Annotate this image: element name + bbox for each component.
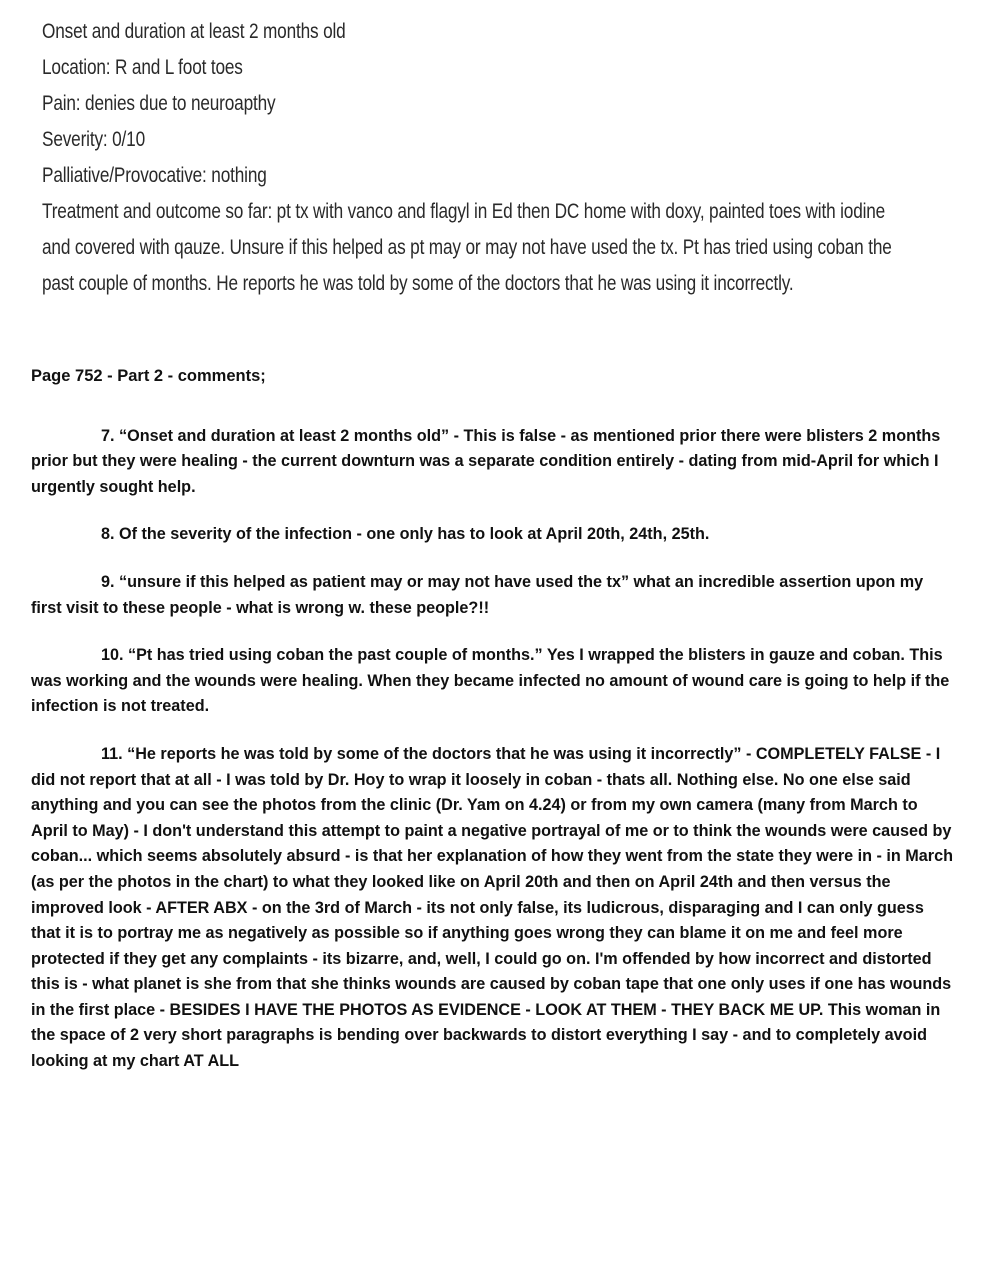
- comment-number: 8.: [101, 525, 115, 544]
- comment-item-8: [31, 522, 956, 548]
- comment-number: 7.: [101, 426, 115, 445]
- note-line-treatment-2: and covered with qauze. Unsure if this helped as pt may or may not have used the tx. Pt has tried using coban the: [42, 236, 892, 259]
- note-line-palliative: Palliative/Provocative: nothing: [42, 164, 267, 187]
- comment-number: 10.: [101, 646, 124, 665]
- comment-text: “He reports he was told by some of the doctors that he was using it incorrectly” - COMPLETELY FALSE - I did not report that at all - I was told by Dr. Hoy to wrap it loosely in coban - thats all. Nothing else. No one else said anything and you can see the photos from the clinic (Dr. Yam on 4.24) or from my own camera (many from March to April to May) - I don't understand this attempt to paint a negative portrayal of me or to think the wounds were caused by coban... which seems absolutely absurd - is that her explanation of how they went from the state they were in - in March (as per the photos in the chart) to what they looked like on April 20th and then on April 24th and then versus the improved look - AFTER ABX - on the 3rd of March - its not only false, its ludicrous, disparaging and I can only guess that it is to portray me as negatively as possible so if anything goes wrong they can blame it on me and feel more protected if they get any complaints - its bizarre, and, well, I could go on. I'm offended by how incorrect and distorted this is - what planet is she from that she thinks wounds are caused by coban tape that one only uses if one has wounds in the first place - BESIDES I HAVE THE PHOTOS AS EVIDENCE - LOOK AT THEM - THEY BACK ME UP. This woman in the space of 2 very short paragraphs is bending over backwards to distort everything I say - and to completely avoid looking at my chart AT ALL: [31, 744, 953, 1071]
- note-line-severity: Severity: 0/10: [42, 128, 145, 151]
- note-line-treatment-1: Treatment and outcome so far: pt tx with vanco and flagyl in Ed then DC home with doxy, painted toes with iodine: [42, 200, 886, 223]
- comment-text: Of the severity of the infection - one only has to look at April 20th, 24th, 25th.: [119, 525, 710, 544]
- note-line-treatment-3: past couple of months. He reports he was told by some of the doctors that he was using it incorrectly.: [42, 272, 794, 295]
- comment-text: “Pt has tried using coban the past couple of months.” Yes I wrapped the blisters in gauze and coban. This was working and the wounds were healing. When they became infected no amount of wound care is going to help if the infection is not treated.: [31, 646, 950, 716]
- comment-item-9: [31, 570, 956, 621]
- comment-text: “Onset and duration at least 2 months old” - This is false - as mentioned prior there were blisters 2 months prior but they were healing - the current downturn was a separate condition entirely - dating from mid-April for which I urgently sought help.: [31, 426, 941, 496]
- comments-section: [31, 364, 956, 1097]
- comment-number: 11.: [101, 744, 123, 763]
- note-line-location: Location: R and L foot toes: [42, 56, 243, 79]
- note-line-pain: Pain: denies due to neuroapthy: [42, 92, 276, 115]
- comment-item-11: [31, 742, 956, 1075]
- comment-number: 9.: [101, 572, 115, 591]
- clinical-note-excerpt: [42, 14, 892, 302]
- note-line-onset: Onset and duration at least 2 months old: [42, 20, 346, 43]
- comment-text: “unsure if this helped as patient may or may not have used the tx” what an incredible assertion upon my first visit to these people - what is wrong w. these people?!!: [31, 572, 924, 617]
- comment-item-10: [31, 643, 956, 720]
- comment-item-7: [31, 424, 956, 501]
- comments-heading: Page 752 - Part 2 - comments;: [31, 367, 266, 385]
